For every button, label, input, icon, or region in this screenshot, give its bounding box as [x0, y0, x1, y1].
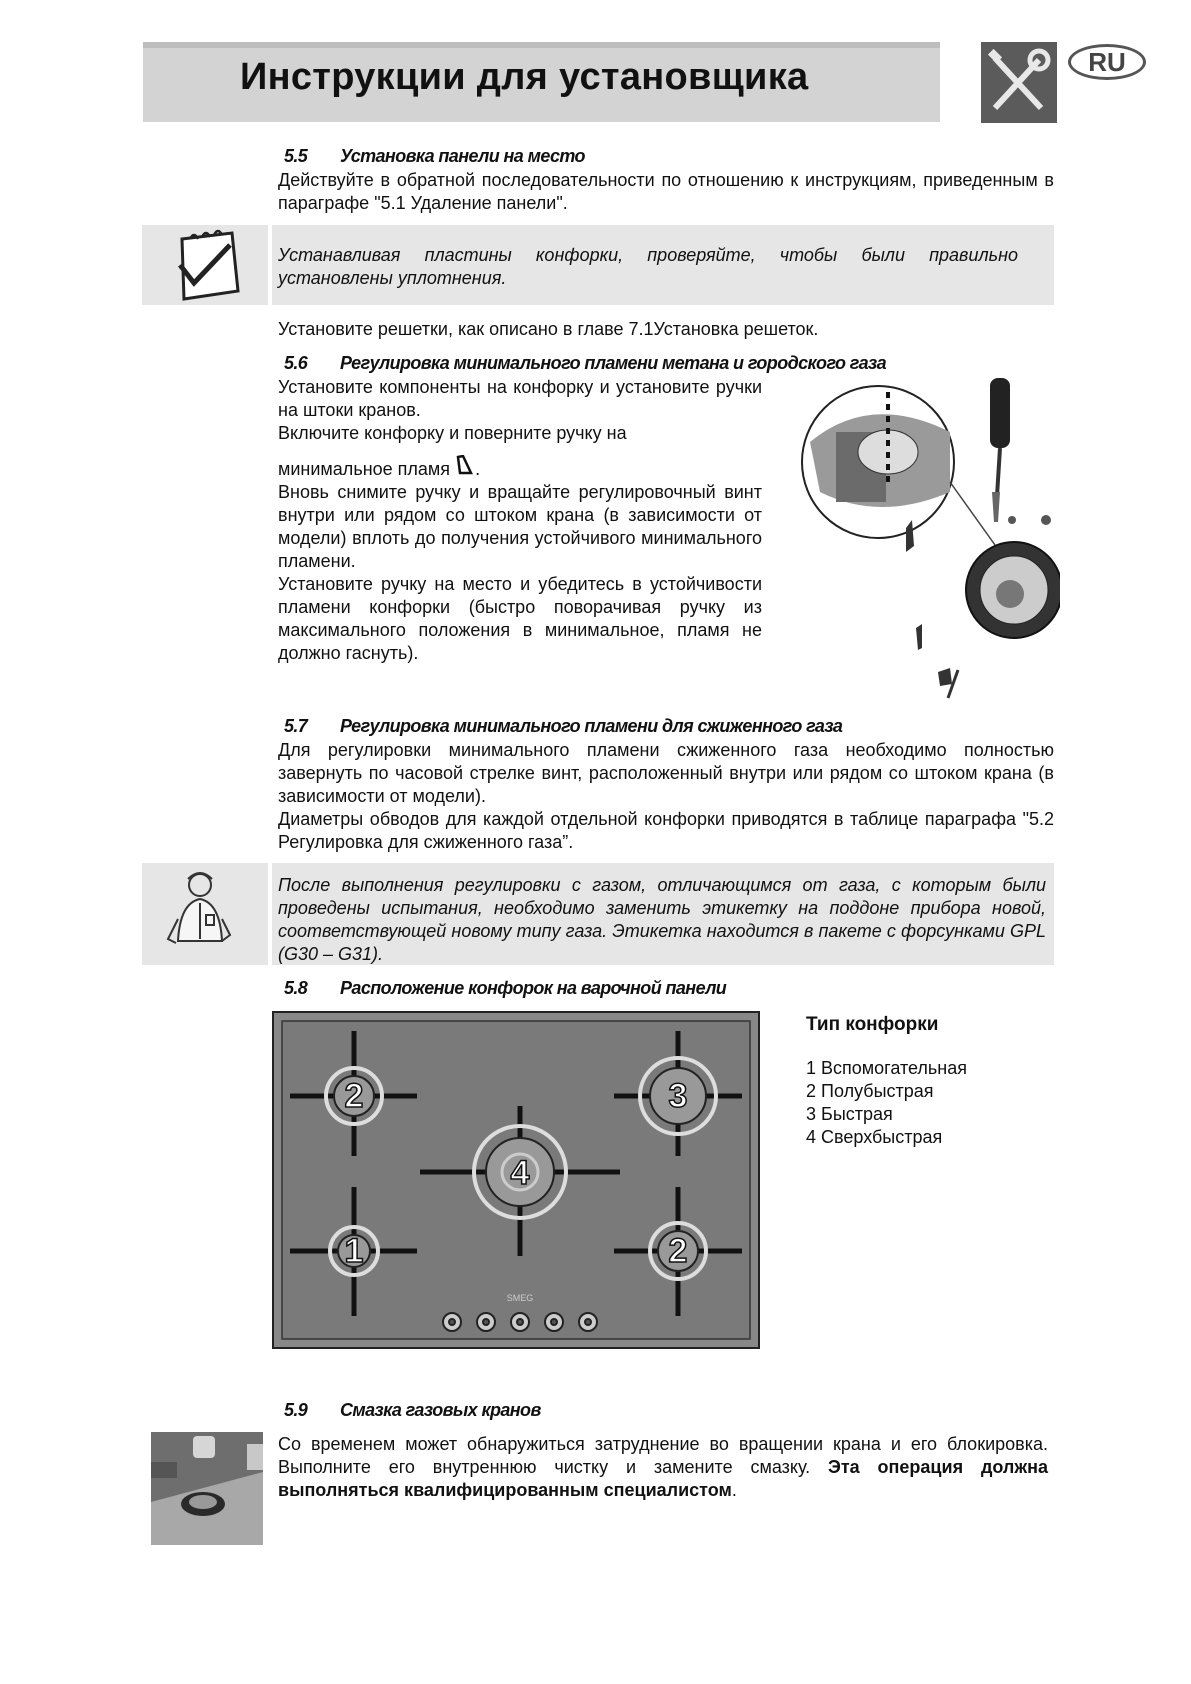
- hob-diagram: [272, 1011, 762, 1351]
- paragraph: Диаметры обводов для каждой отдельной конфорки приводятся в таблице параграфа "5.2 Регулировка для сжиженного газа”.: [278, 809, 1054, 852]
- section-number: 5.6: [284, 353, 308, 373]
- section-5-9-text: [278, 1433, 1048, 1502]
- language-badge: RU: [1068, 44, 1146, 80]
- tools-icon: [981, 42, 1057, 123]
- section-number: 5.7: [284, 716, 308, 736]
- section-5-9-heading: [284, 1400, 541, 1421]
- note-text: После выполнения регулировки с газом, отличающимся от газа, с которым были проведены испытания, необходимо заменить этикетку на поддоне прибора новой, соответствующей новому типу газа. Этикетка находится в пакете с форсунками GPL (G30 – G31).: [278, 875, 1046, 964]
- section-number: 5.8: [284, 978, 308, 998]
- page-title: Инструкции для установщика: [240, 56, 809, 98]
- section-5-5-text: Действуйте в обратной последовательности по отношению к инструкциям, приведенным в параграфе "5.1 Удаление панели".: [278, 170, 1054, 213]
- section-5-5-after: Установите решетки, как описано в главе 7.1Установка решеток.: [278, 319, 819, 339]
- gas-tap-photo: [151, 1432, 263, 1545]
- section-number: 5.5: [284, 146, 308, 166]
- burner-label: 3: [668, 1077, 688, 1115]
- burner-label: 4: [510, 1154, 530, 1192]
- section-title: Установка панели на место: [340, 146, 585, 166]
- paragraph: Вновь снимите ручку и вращайте регулировочный винт внутри или рядом со штоком крана (в зависимости от модели) вплоть до получения устойчивого минимального пламени.: [278, 482, 762, 571]
- burner-label: 1: [344, 1232, 364, 1270]
- warning-text: Эта операция должна выполняться квалифицированным специалистом: [278, 1457, 1048, 1500]
- section-5-7-text: [278, 739, 1054, 854]
- paragraph-with-icon: минимальное пламя .: [278, 455, 762, 481]
- burner-legend: [806, 1013, 967, 1149]
- section-5-7-heading: [284, 716, 842, 737]
- legend-item: 2 Полубыстрая: [806, 1081, 934, 1101]
- section-title: Регулировка минимального пламени метана и городского газа: [340, 353, 886, 373]
- paragraph: Установите компоненты на конфорку и установите ручки на штоки кранов.: [278, 377, 762, 420]
- paragraph: минимальное пламя: [278, 459, 451, 479]
- paragraph: Для регулировки минимального пламени сжиженного газа необходимо полностью завернуть по часовой стрелке винт, расположенный внутри или рядом со штоком крана (в зависимости от модели).: [278, 740, 1054, 806]
- section-title: Регулировка минимального пламени для сжиженного газа: [340, 716, 843, 736]
- brand-logo: SMEG: [506, 1293, 534, 1303]
- section-5-6-heading: [284, 353, 886, 374]
- burner-label: 2: [668, 1232, 688, 1270]
- section-5-8-heading: [284, 978, 726, 999]
- note-text: Устанавливая пластины конфорки, проверяйте, чтобы были правильно установлены уплотнения.: [278, 245, 1018, 288]
- technician-icon: [142, 863, 268, 965]
- legend-item: 1 Вспомогательная: [806, 1058, 967, 1078]
- sentence-end: .: [731, 1480, 737, 1500]
- legend-item: 3 Быстрая: [806, 1104, 893, 1124]
- paragraph: Включите конфорку и поверните ручку на: [278, 423, 627, 443]
- section-title: Расположение конфорок на варочной панели: [340, 978, 727, 998]
- paragraph: Установите ручку на место и убедитесь в устойчивости пламени конфорки (быстро поворачивая ручку из максимального положения в минимальное, пламя не должно гаснуть).: [278, 574, 762, 663]
- burner-adjustment-illustration: [800, 372, 1060, 702]
- section-5-5-heading: [284, 146, 585, 167]
- min-flame-icon: [455, 455, 475, 477]
- burner-label: 2: [344, 1077, 364, 1115]
- legend-item: 4 Сверхбыстрая: [806, 1127, 943, 1147]
- section-number: 5.9: [284, 1400, 308, 1420]
- note-icon: [142, 225, 268, 305]
- legend-title: Тип конфорки: [806, 1014, 939, 1035]
- section-5-6-text: [278, 376, 762, 665]
- paragraph: Со временем может обнаружиться затруднение во вращении крана и его блокировка. Выполните его внутреннюю чистку и замените смазку.: [278, 1434, 1048, 1477]
- section-title: Смазка газовых кранов: [340, 1400, 541, 1420]
